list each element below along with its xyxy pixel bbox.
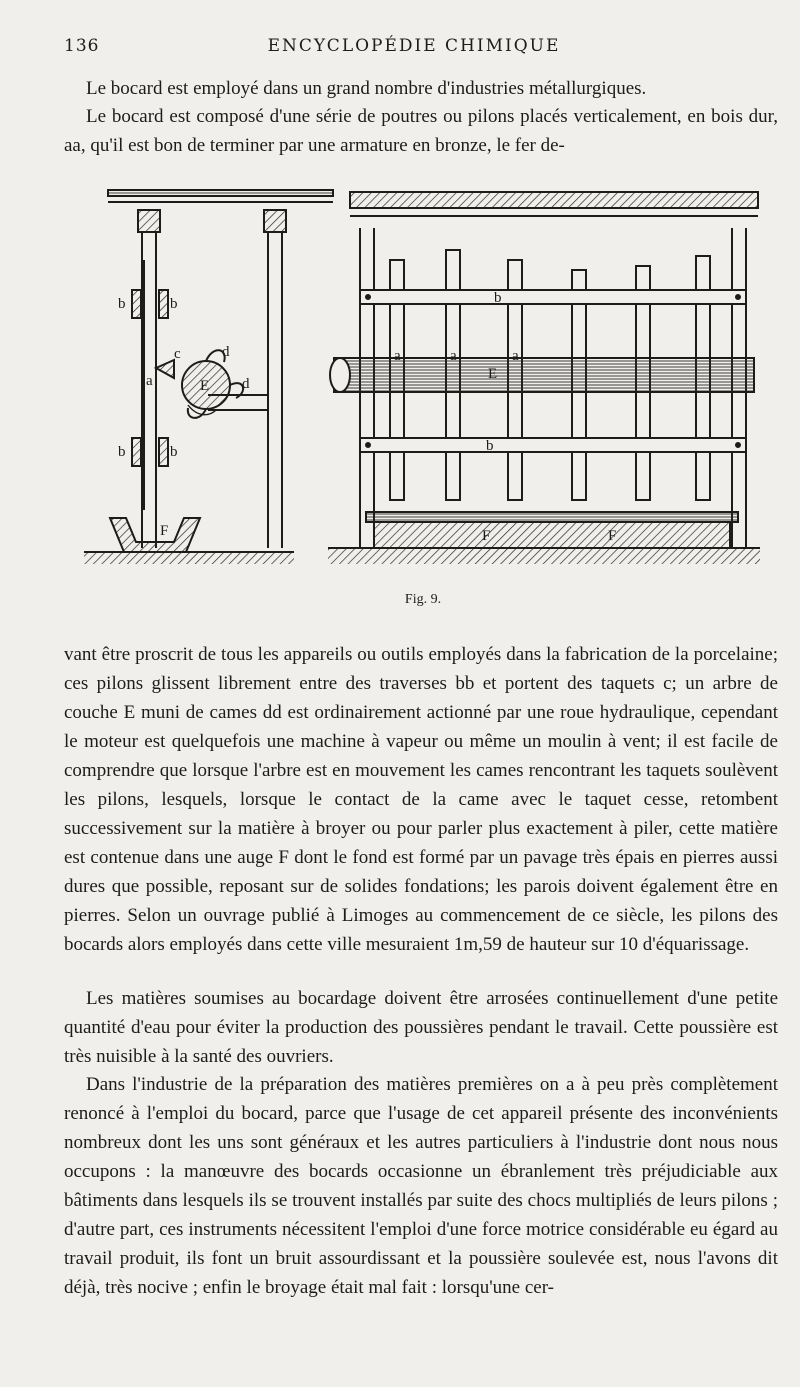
paragraph-1: Le bocard est employé dans un grand nombre d'industries métallurgiques. — [86, 78, 647, 99]
running-header — [64, 36, 764, 62]
label-b: b — [170, 296, 178, 312]
paragraph-3: vant être proscrit de tous les appareils ou outils employés dans la fabrication de la porcelaine; ces pilons glissent librement entre des traverses bb et portent des taquets c; un arbre de couche E muni de cames dd est ordinairement actionné par une roue hydraulique, cependant le moteur est quelquefois une machine à vapeur ou même un moulin à vent; il est facile de comprendre que lorsque l'arbre est en mouvement les cames rencontrant les taquets soulèvent les pilons, lesquels, lorsque le contact de la came avec le taquet cesse, retombent successivement sur la matière à broyer ou pour parler plus exactement à piler, cette matière est contenue dans une auge F dont le fond est formé par un pavage très épais en pierres aussi dures que possible, reposant sur de solides fondations; les parois doivent également être en pierres. Selon un ouvrage publié à Limoges au commencement de ce siècle, les pilons des bocards alors employés dans cette ville mesuraient 1m,59 de hauteur sur 10 d'équarissage. — [64, 644, 778, 955]
label-F: F — [608, 528, 617, 544]
label-E: E — [488, 366, 498, 382]
figure-stamp-mill — [78, 180, 768, 620]
paragraph-2: Le bocard est composé d'une série de poutres ou pilons placés verticalement, en bois dur, aa, qu'il est bon de terminer par une armature en bronze, le fer de- — [64, 106, 778, 156]
paragraph-4: Les matières soumises au bocardage doivent être arrosées continuellement d'une petite quantité d'eau pour éviter la production des poussières pendant le travail. Cette poussière est très nuisible à la santé des ouvriers. — [64, 988, 778, 1067]
label-d: d — [242, 376, 250, 392]
front-view — [328, 192, 760, 564]
label-b: b — [118, 296, 126, 312]
label-a: a — [394, 348, 401, 364]
page-number: 136 — [64, 36, 100, 56]
label-a: a — [146, 373, 153, 389]
label-F: F — [482, 528, 491, 544]
paragraph-5: Dans l'industrie de la préparation des matières premières on a à peu près complètement renoncé à l'emploi du bocard, parce que l'usage de cet appareil présente des inconvénients nombreux dont les uns sont généraux et les autres particuliers à l'industrie dont nous nous occupons : la manœuvre des bocards occasionne un ébranlement très préjudiciable aux bâtiments dans lesquels ils se trouvent installés par suite des chocs multipliés de leurs pilons ; d'autre part, ces instruments nécessitent l'emploi d'une force motrice considérable eu égard au travail produit, ils font un bruit assourdissant et la poussière soulevée est, nous l'avons dit déjà, très nocive ; enfin le broyage était mal fait : lorsqu'une cer- — [64, 1074, 778, 1298]
label-d: d — [222, 344, 230, 360]
label-E: E — [200, 378, 210, 394]
label-c: c — [174, 346, 181, 362]
label-b: b — [494, 290, 502, 306]
label-F: F — [160, 523, 169, 539]
label-b: b — [170, 444, 178, 460]
label-a: a — [512, 348, 519, 364]
label-a: a — [450, 348, 457, 364]
running-title: ENCYCLOPÉDIE CHIMIQUE — [267, 36, 561, 56]
stamp-mill-engraving — [78, 180, 768, 590]
side-view — [84, 190, 333, 564]
label-b: b — [118, 444, 126, 460]
label-b: b — [486, 438, 494, 454]
figure-caption: Fig. 9. — [404, 592, 442, 607]
